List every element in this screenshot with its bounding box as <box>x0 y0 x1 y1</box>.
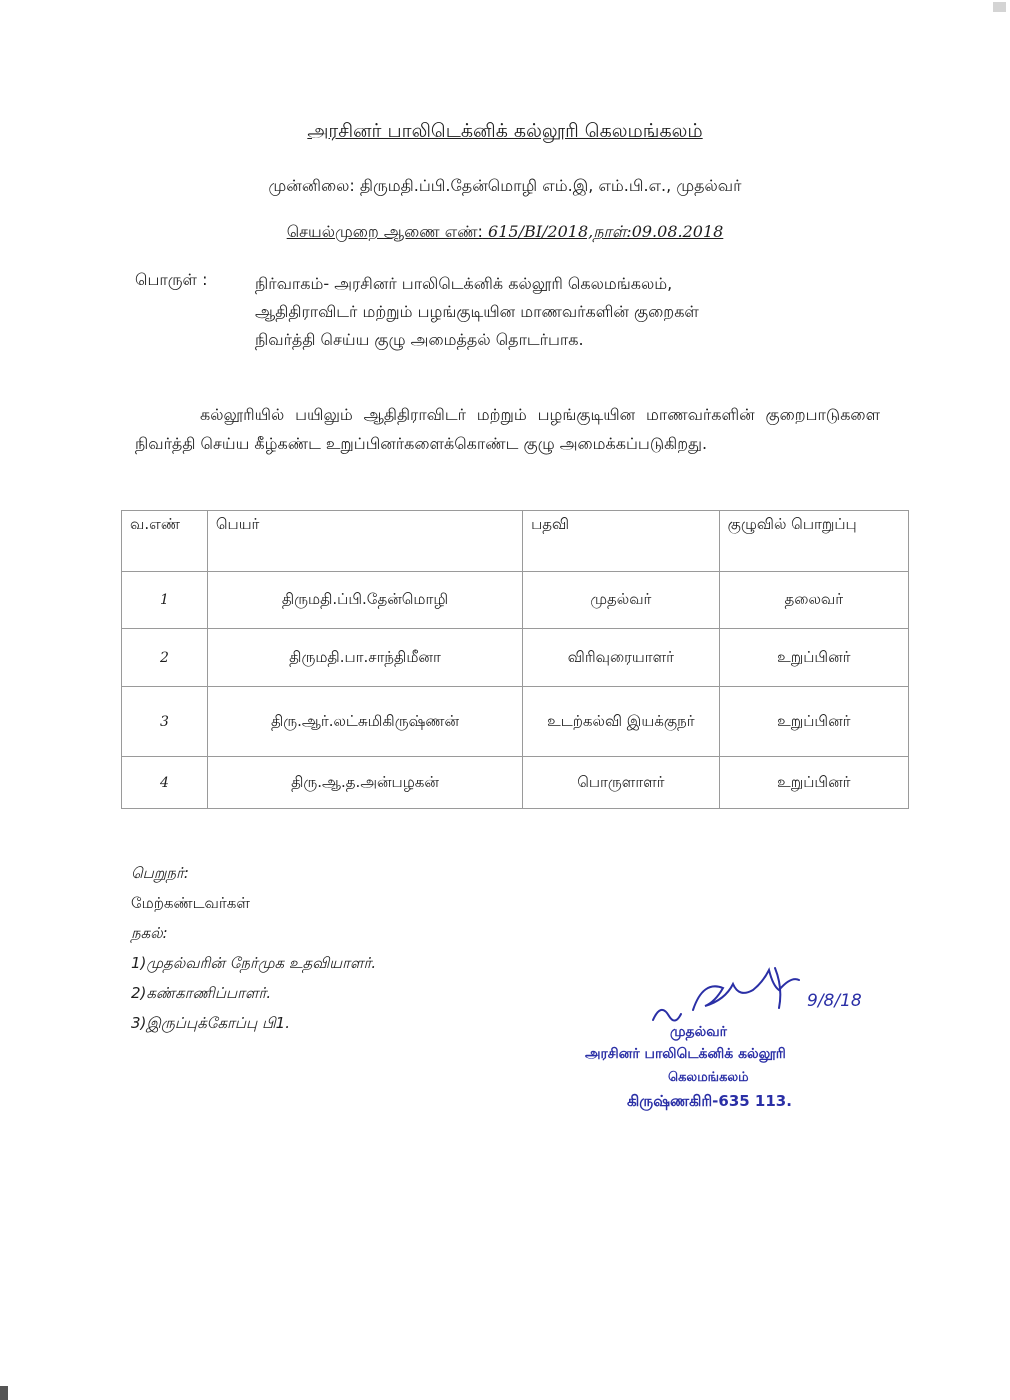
header-designation: பதவி <box>523 511 720 572</box>
header-name: பெயர் <box>207 511 522 572</box>
cell-sno: 4 <box>122 757 208 809</box>
scan-mark-bottom-left <box>0 1386 8 1400</box>
scan-mark-top-right <box>993 2 1006 12</box>
cell-designation: உடற்கல்வி இயக்குநர் <box>523 687 720 757</box>
copy-item: 3)இருப்புக்கோப்பு பி1. <box>131 1014 290 1032</box>
table-row <box>122 629 909 687</box>
seal-address: கிருஷ்ணகிரி-635 113. <box>627 1092 792 1110</box>
cell-name: திரு.ஆர்.லட்சுமிகிருஷ்ணன் <box>207 687 522 757</box>
order-number: 615/BI/2018,நாள்:09.08.2018 <box>488 222 724 241</box>
header-role: குழுவில் பொறுப்பு <box>719 511 908 572</box>
subject-line: நிர்வாகம்- அரசினர் பாலிடெக்னிக் கல்லூரி கெலமங்கலம், <box>255 274 673 293</box>
subject-line: நிவர்த்தி செய்ய குழு அமைத்தல் தொடர்பாக. <box>255 330 584 349</box>
cell-role: உறுப்பினர் <box>719 687 908 757</box>
cell-name: திரு.ஆ.த.அன்பழகன் <box>207 757 522 809</box>
committee-table <box>121 510 909 809</box>
cell-designation: விரிவுரையாளர் <box>523 629 720 687</box>
cell-name: திருமதி.பா.சாந்திமீனா <box>207 629 522 687</box>
cell-sno: 3 <box>122 687 208 757</box>
to-value: மேற்கண்டவர்கள் <box>131 894 250 912</box>
cell-sno: 1 <box>122 572 208 629</box>
subject-line: ஆதிதிராவிடர் மற்றும் பழங்குடியின மாணவர்களின் குறைகள் <box>255 302 699 321</box>
cell-sno: 2 <box>122 629 208 687</box>
subject-text <box>255 270 875 354</box>
header-sno: வ.எண் <box>122 511 208 572</box>
cell-role: உறுப்பினர் <box>719 757 908 809</box>
cell-designation: முதல்வர் <box>523 572 720 629</box>
subject-label: பொருள் : <box>135 270 208 289</box>
order-number-line <box>0 222 1010 243</box>
table-row <box>122 572 909 629</box>
signature-date: 9/8/18 <box>807 991 862 1011</box>
cell-designation: பொருளாளர் <box>523 757 720 809</box>
seal-college: அரசினர் பாலிடெக்னிக் கல்லூரி <box>585 1046 786 1062</box>
cell-role: உறுப்பினர் <box>719 629 908 687</box>
body-paragraph: கல்லூரியில் பயிலும் ஆதிதிராவிடர் மற்றும் பழங்குடியின மாணவர்களின் குறைபாடுகளை நிவர்த்தி செய்ய கீழ்கண்ட உறுப்பினர்களைக்கொண்ட குழு அமைக்கப்படுகிறது. <box>135 405 880 453</box>
table-row <box>122 687 909 757</box>
to-label: பெறுநர்: <box>131 864 189 882</box>
college-title: அரசினர் பாலிடெக்னிக் கல்லூரி கெலமங்கலம் <box>307 120 703 142</box>
recipients-block <box>131 858 376 1038</box>
copy-item: 2)கண்காணிப்பாளர். <box>131 984 272 1002</box>
cell-role: தலைவர் <box>719 572 908 629</box>
seal-designation: முதல்வர் <box>670 1024 727 1040</box>
copy-item: 1)முதல்வரின் நேர்முக உதவியாளர். <box>131 954 377 972</box>
presiding-officer: முன்னிலை: திருமதி.ப்பி.தேன்மொழி எம்.இ, எம்.பி.எ., முதல்வர் <box>268 176 742 195</box>
signature-seal <box>575 960 875 1120</box>
table-row <box>122 757 909 809</box>
copy-label: நகல்: <box>131 924 168 942</box>
cell-name: திருமதி.ப்பி.தேன்மொழி <box>207 572 522 629</box>
order-label: செயல்முறை ஆணை எண்: <box>286 222 483 241</box>
table-header-row <box>122 511 909 572</box>
seal-place: கெலமங்கலம் <box>668 1070 749 1085</box>
